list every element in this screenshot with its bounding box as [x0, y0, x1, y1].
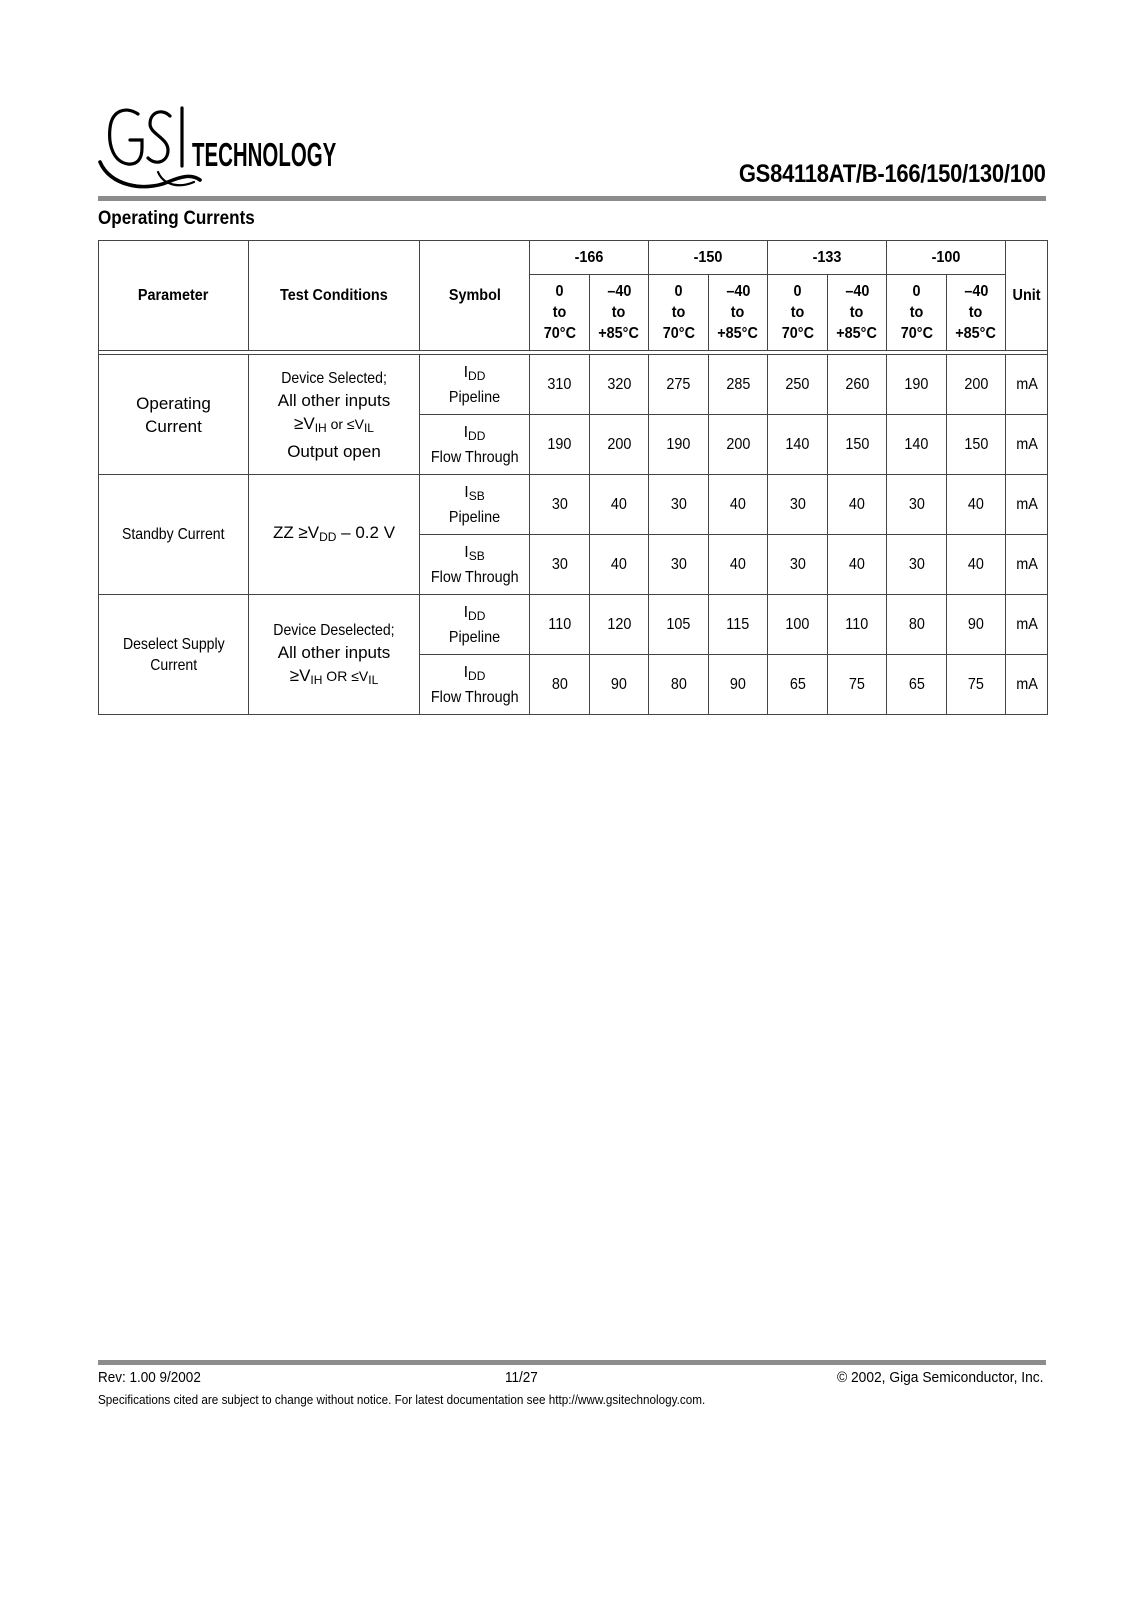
- value-cell: 110: [530, 595, 590, 655]
- value-cell: 75: [828, 655, 887, 715]
- value-cell: 320: [590, 355, 649, 415]
- document-title: GS84118AT/B-166/150/130/100: [739, 160, 1046, 188]
- value-cell: 40: [709, 475, 768, 535]
- value-cell: 30: [530, 535, 590, 595]
- header-temp-commercial: 0 to 70°C: [768, 275, 828, 351]
- unit-cell: mA: [1006, 655, 1048, 715]
- header-speed-133: -133: [768, 241, 887, 275]
- header-symbol: Symbol: [420, 241, 530, 351]
- operating-currents-table: [98, 240, 1048, 715]
- value-cell: 30: [530, 475, 590, 535]
- svg-text:TECHNOLOGY: TECHNOLOGY: [192, 135, 337, 174]
- value-cell: 150: [947, 415, 1006, 475]
- header-temp-industrial: –40 to +85°C: [709, 275, 768, 351]
- value-cell: 90: [709, 655, 768, 715]
- header-parameter: Parameter: [99, 241, 249, 351]
- value-cell: 190: [530, 415, 590, 475]
- value-cell: 80: [887, 595, 947, 655]
- conditions-operating: Device Selected; All other inputs $\ge V_{IH}$ or $\le V_{IL}$ Output open: [249, 355, 420, 475]
- header-temp-commercial: 0 to 70°C: [887, 275, 947, 351]
- symbol-cell: $I_{DD}$ Pipeline: [420, 595, 530, 655]
- header-test-conditions: Test Conditions: [249, 241, 420, 351]
- unit-cell: mA: [1006, 355, 1048, 415]
- value-cell: 105: [649, 595, 709, 655]
- header-speed-100: -100: [887, 241, 1006, 275]
- header-temp-industrial: –40 to +85°C: [590, 275, 649, 351]
- value-cell: 200: [709, 415, 768, 475]
- symbol-cell: $I_{SB}$ Pipeline: [420, 475, 530, 535]
- symbol-cell: $I_{SB}$ Flow Through: [420, 535, 530, 595]
- value-cell: 40: [590, 535, 649, 595]
- value-cell: 90: [590, 655, 649, 715]
- value-cell: 30: [768, 475, 828, 535]
- value-cell: 30: [649, 535, 709, 595]
- value-cell: 75: [947, 655, 1006, 715]
- value-cell: 80: [649, 655, 709, 715]
- value-cell: 90: [947, 595, 1006, 655]
- conditions-deselect: Device Deselected; All other inputs $\ge V_{IH}$ OR $\le V_{IL}$: [249, 595, 420, 715]
- symbol-cell: $I_{DD}$ Flow Through: [420, 655, 530, 715]
- header-temp-industrial: –40 to +85°C: [947, 275, 1006, 351]
- table-row: [99, 355, 1048, 415]
- value-cell: 200: [590, 415, 649, 475]
- gsi-technology-logo: [98, 102, 348, 194]
- conditions-standby: ZZ $\ge V_{DD} - 0.2$ V: [249, 475, 420, 595]
- header-speed-150: -150: [649, 241, 768, 275]
- value-cell: 80: [530, 655, 590, 715]
- header-temp-commercial: 0 to 70°C: [530, 275, 590, 351]
- header-unit: Unit: [1006, 241, 1048, 351]
- header-temp-commercial: 0 to 70°C: [649, 275, 709, 351]
- value-cell: 115: [709, 595, 768, 655]
- value-cell: 40: [828, 475, 887, 535]
- value-cell: 100: [768, 595, 828, 655]
- value-cell: 30: [887, 535, 947, 595]
- value-cell: 40: [590, 475, 649, 535]
- value-cell: 40: [828, 535, 887, 595]
- value-cell: 150: [828, 415, 887, 475]
- parameter-operating-current: Operating Current: [99, 355, 249, 475]
- table-row: [99, 595, 1048, 655]
- footer-rule: [98, 1360, 1046, 1365]
- value-cell: 190: [887, 355, 947, 415]
- value-cell: 40: [947, 535, 1006, 595]
- value-cell: 65: [887, 655, 947, 715]
- section-title: Operating Currents: [98, 208, 255, 229]
- value-cell: 110: [828, 595, 887, 655]
- symbol-cell: $I_{DD}$ Flow Through: [420, 415, 530, 475]
- header-temp-industrial: –40 to +85°C: [828, 275, 887, 351]
- footer-copyright: © 2002, Giga Semiconductor, Inc.: [837, 1369, 1044, 1386]
- value-cell: 40: [947, 475, 1006, 535]
- table-row: [99, 475, 1048, 535]
- header-rule: [98, 196, 1046, 201]
- value-cell: 120: [590, 595, 649, 655]
- value-cell: 190: [649, 415, 709, 475]
- unit-cell: mA: [1006, 415, 1048, 475]
- parameter-deselect-supply-current: Deselect Supply Current: [99, 595, 249, 715]
- footer-notice: Specifications cited are subject to change without notice. For latest documentation see http://www.gsitechnology.com.: [98, 1392, 706, 1407]
- value-cell: 310: [530, 355, 590, 415]
- value-cell: 200: [947, 355, 1006, 415]
- value-cell: 30: [768, 535, 828, 595]
- value-cell: 260: [828, 355, 887, 415]
- footer-revision: Rev: 1.00 9/2002: [98, 1369, 201, 1386]
- header-row-speed: [99, 241, 1048, 275]
- parameter-standby-current: Standby Current: [99, 475, 249, 595]
- header-speed-166: -166: [530, 241, 649, 275]
- value-cell: 40: [709, 535, 768, 595]
- unit-cell: mA: [1006, 535, 1048, 595]
- value-cell: 140: [887, 415, 947, 475]
- value-cell: 285: [709, 355, 768, 415]
- symbol-cell: $I_{DD}$ Pipeline: [420, 355, 530, 415]
- value-cell: 140: [768, 415, 828, 475]
- footer-page-number: 11/27: [505, 1369, 538, 1386]
- value-cell: 30: [887, 475, 947, 535]
- unit-cell: mA: [1006, 595, 1048, 655]
- value-cell: 65: [768, 655, 828, 715]
- unit-cell: mA: [1006, 475, 1048, 535]
- value-cell: 275: [649, 355, 709, 415]
- value-cell: 250: [768, 355, 828, 415]
- value-cell: 30: [649, 475, 709, 535]
